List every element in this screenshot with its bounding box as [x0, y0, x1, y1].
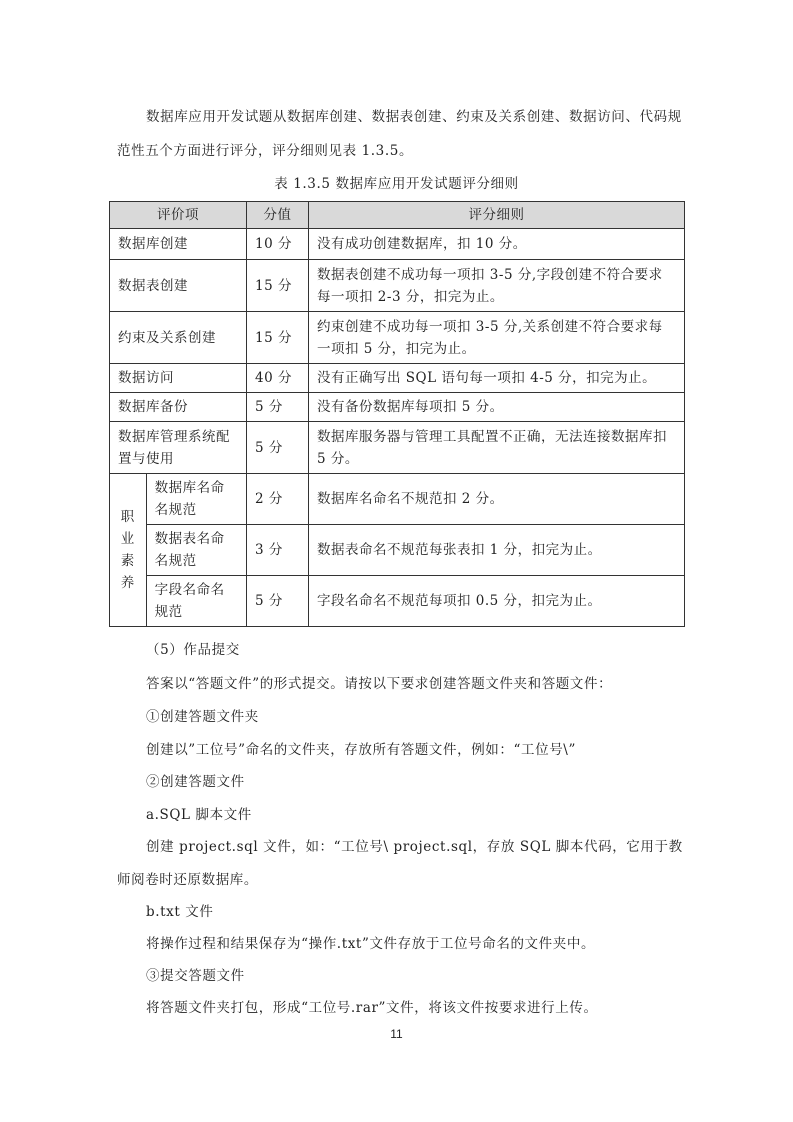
row-detail: 数据库名命名不规范扣 2 分。	[309, 474, 685, 525]
paragraph: 答案以“答题文件”的形式提交。请按以下要求创建答题文件夹和答题文件：	[146, 676, 613, 692]
row-item: 数据表创建	[110, 260, 247, 312]
group-label: 职 业 素 养	[110, 474, 147, 627]
table-row	[110, 474, 685, 525]
row-score: 3 分	[247, 525, 309, 576]
section-heading: （5）作品提交	[146, 642, 240, 658]
row-item: 数据访问	[110, 364, 247, 393]
subheading: ①创建答题文件夹	[146, 709, 259, 725]
row-item: 数据表名命名规范	[146, 525, 246, 576]
row-detail: 没有成功创建数据库，扣 10 分。	[309, 229, 685, 260]
row-item: 数据库管理系统配置与使用	[110, 422, 247, 474]
row-detail: 数据表创建不成功每一项扣 3-5 分,字段创建不符合要求每一项扣 2-3 分，扣完为止。	[309, 260, 685, 312]
paragraph: 将答题文件夹打包，形成“工位号.rar”文件，将该文件按要求进行上传。	[146, 1000, 598, 1016]
row-score: 5 分	[247, 422, 309, 474]
table-row	[110, 312, 685, 364]
row-score: 15 分	[247, 260, 309, 312]
paragraph: 将操作过程和结果保存为“操作.txt”文件存放于工位号命名的文件夹中。	[146, 936, 596, 952]
row-item: 数据库创建	[110, 229, 247, 260]
row-detail: 没有正确写出 SQL 语句每一项扣 4-5 分，扣完为止。	[309, 364, 685, 393]
row-score: 5 分	[247, 393, 309, 422]
subheading: b.txt 文件	[146, 904, 214, 920]
paragraph: 创建 project.sql 文件，如：“工位号\ project.sql，存放 SQL 脚本代码，它用于教	[146, 839, 683, 855]
row-score: 15 分	[247, 312, 309, 364]
row-score: 5 分	[247, 576, 309, 627]
row-detail: 没有备份数据库每项扣 5 分。	[309, 393, 685, 422]
page-number: 11	[390, 1027, 403, 1041]
table-row	[110, 229, 685, 260]
subheading: a.SQL 脚本文件	[146, 807, 252, 823]
row-detail: 数据表命名不规范每张表扣 1 分，扣完为止。	[309, 525, 685, 576]
row-score: 10 分	[247, 229, 309, 260]
table-row	[110, 422, 685, 474]
table-header-row	[110, 202, 685, 229]
subheading: ②创建答题文件	[146, 774, 245, 790]
row-score: 2 分	[247, 474, 309, 525]
header-score: 分值	[247, 202, 309, 229]
table-row	[110, 576, 685, 627]
row-score: 40 分	[247, 364, 309, 393]
table-row	[110, 393, 685, 422]
row-item: 数据库备份	[110, 393, 247, 422]
table-row	[110, 364, 685, 393]
header-detail: 评分细则	[309, 202, 685, 229]
row-detail: 字段名命名不规范每项扣 0.5 分，扣完为止。	[309, 576, 685, 627]
intro-line-2: 范性五个方面进行评分，评分细则见表 1.3.5。	[117, 143, 414, 159]
intro-line-1: 数据库应用开发试题从数据库创建、数据表创建、约束及关系创建、数据访问、代码规	[146, 109, 682, 125]
table-row	[110, 525, 685, 576]
table-caption: 表 1.3.5 数据库应用开发试题评分细则	[274, 176, 519, 192]
row-detail: 约束创建不成功每一项扣 3-5 分,关系创建不符合要求每一项扣 5 分，扣完为止。	[309, 312, 685, 364]
paragraph: 创建以”工位号”命名的文件夹，存放所有答题文件，例如：“工位号\”	[146, 742, 576, 758]
row-item: 字段名命名规范	[146, 576, 246, 627]
scoring-table	[109, 201, 685, 627]
row-item: 约束及关系创建	[110, 312, 247, 364]
subheading: ③提交答题文件	[146, 968, 245, 984]
header-item: 评价项	[110, 202, 247, 229]
row-detail: 数据库服务器与管理工具配置不正确，无法连接数据库扣 5 分。	[309, 422, 685, 474]
row-item: 数据库名命名规范	[146, 474, 246, 525]
paragraph: 师阅卷时还原数据库。	[117, 872, 258, 888]
table-row	[110, 260, 685, 312]
